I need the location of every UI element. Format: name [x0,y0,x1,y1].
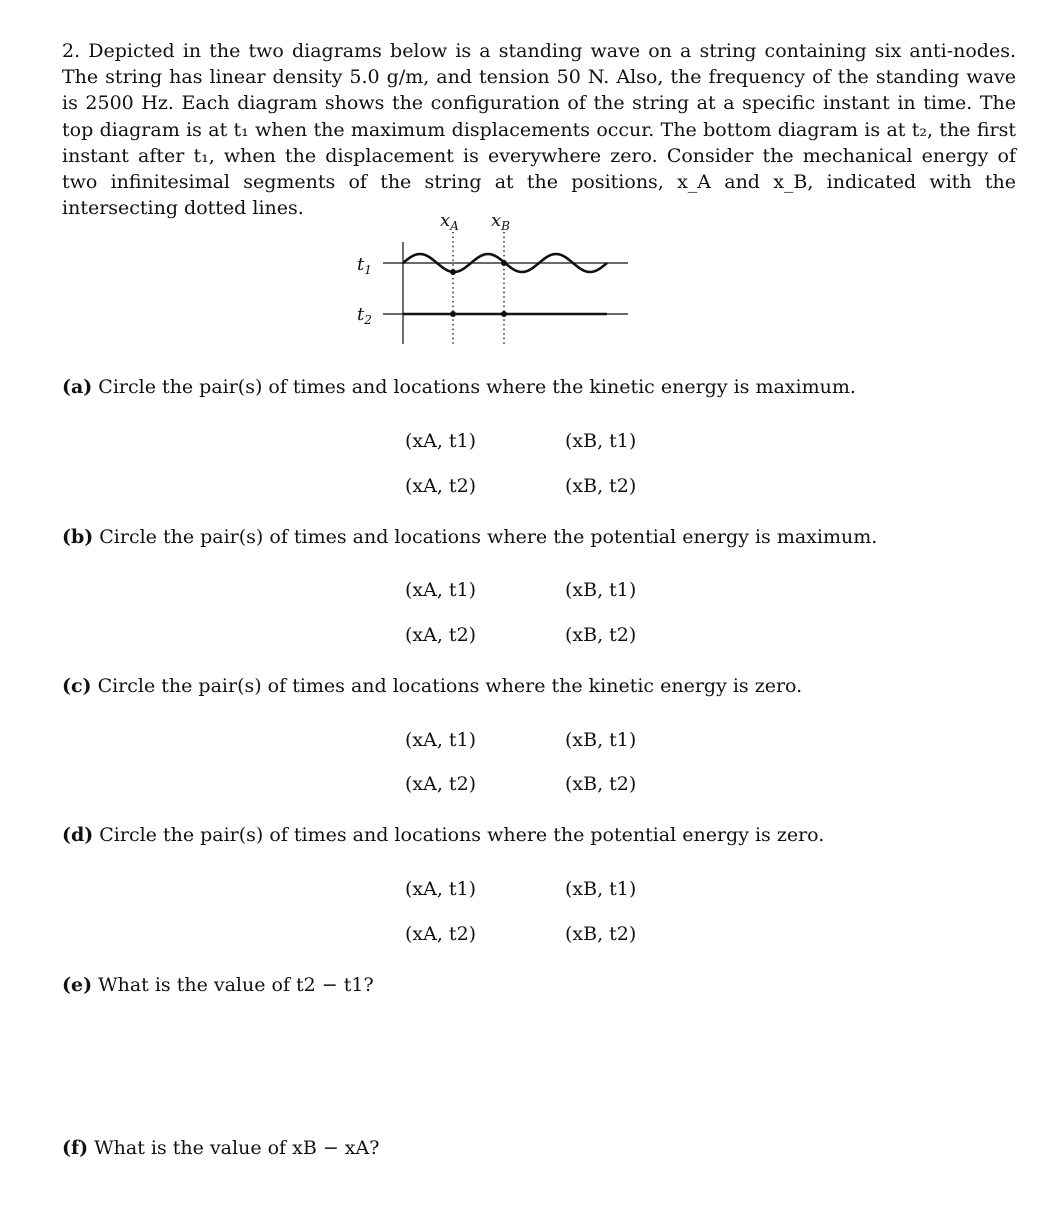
question-a [62,376,856,398]
question-b [62,526,877,548]
label-xB: $x_B$ [491,210,510,233]
label-t2: $t_2$ [357,304,372,327]
question-f-label: (f) [62,1137,89,1159]
option-c-xB-t1[interactable]: (xB, t1) [565,729,637,751]
option-c-xB-t2[interactable]: (xB, t2) [565,773,637,795]
question-f-text: What is the value of xB − xA? [94,1137,380,1159]
question-d [62,824,824,846]
option-a-xA-t1[interactable]: (xA, t1) [405,430,477,452]
point-xA-t2 [450,311,456,317]
question-e-label: (e) [62,974,93,996]
label-t1: $t_1$ [357,254,372,277]
question-d-text: Circle the pair(s) of times and locations where the potential energy is zero. [99,824,825,846]
question-f [62,1137,379,1159]
option-d-xA-t1[interactable]: (xA, t1) [405,878,477,900]
point-xB-t2 [501,311,507,317]
option-b-xA-t1[interactable]: (xA, t1) [405,579,477,601]
option-d-xB-t2[interactable]: (xB, t2) [565,923,637,945]
option-d-xB-t1[interactable]: (xB, t1) [565,878,637,900]
option-b-xA-t2[interactable]: (xA, t2) [405,624,477,646]
option-a-xA-t2[interactable]: (xA, t2) [405,475,477,497]
question-a-label: (a) [62,376,93,398]
question-b-text: Circle the pair(s) of times and locations where the potential energy is maximum. [99,526,878,548]
option-b-xB-t1[interactable]: (xB, t1) [565,579,637,601]
option-c-xA-t2[interactable]: (xA, t2) [405,773,477,795]
option-a-xB-t1[interactable]: (xB, t1) [565,430,637,452]
question-e-text: What is the value of t2 − t1? [98,974,374,996]
point-xB-t1 [501,260,507,266]
problem-number: 2. [62,40,81,62]
question-c [62,675,802,697]
question-c-text: Circle the pair(s) of times and locations where the kinetic energy is zero. [97,675,803,697]
option-a-xB-t2[interactable]: (xB, t2) [565,475,637,497]
question-d-label: (d) [62,824,94,846]
problem-intro-text: Depicted in the two diagrams below is a standing wave on a string containing six anti-nodes. The string has linear density 5.0 g/m, and tension 50 N. Also, the frequency of the standing wave is 2500 Hz. Each diagram shows the configuration of the string at a specific instant in time. The top diagram is at t₁ when the maximum displacements occur. The bottom diagram is at t₂, the first instant after t₁, when the displacement is everywhere zero. Consider the mechanical energy of two infinitesimal segments of the string at the positions, x_A and x_B, indicated with the intersecting dotted lines. [62,40,1016,220]
option-d-xA-t2[interactable]: (xA, t2) [405,923,477,945]
question-a-text: Circle the pair(s) of times and locations where the kinetic energy is maximum. [98,376,856,398]
option-b-xB-t2[interactable]: (xB, t2) [565,624,637,646]
point-xA-t1 [450,269,456,275]
label-xA: $x_A$ [440,210,459,233]
question-e [62,974,374,996]
question-b-label: (b) [62,526,94,548]
option-c-xA-t1[interactable]: (xA, t1) [405,729,477,751]
question-c-label: (c) [62,675,92,697]
